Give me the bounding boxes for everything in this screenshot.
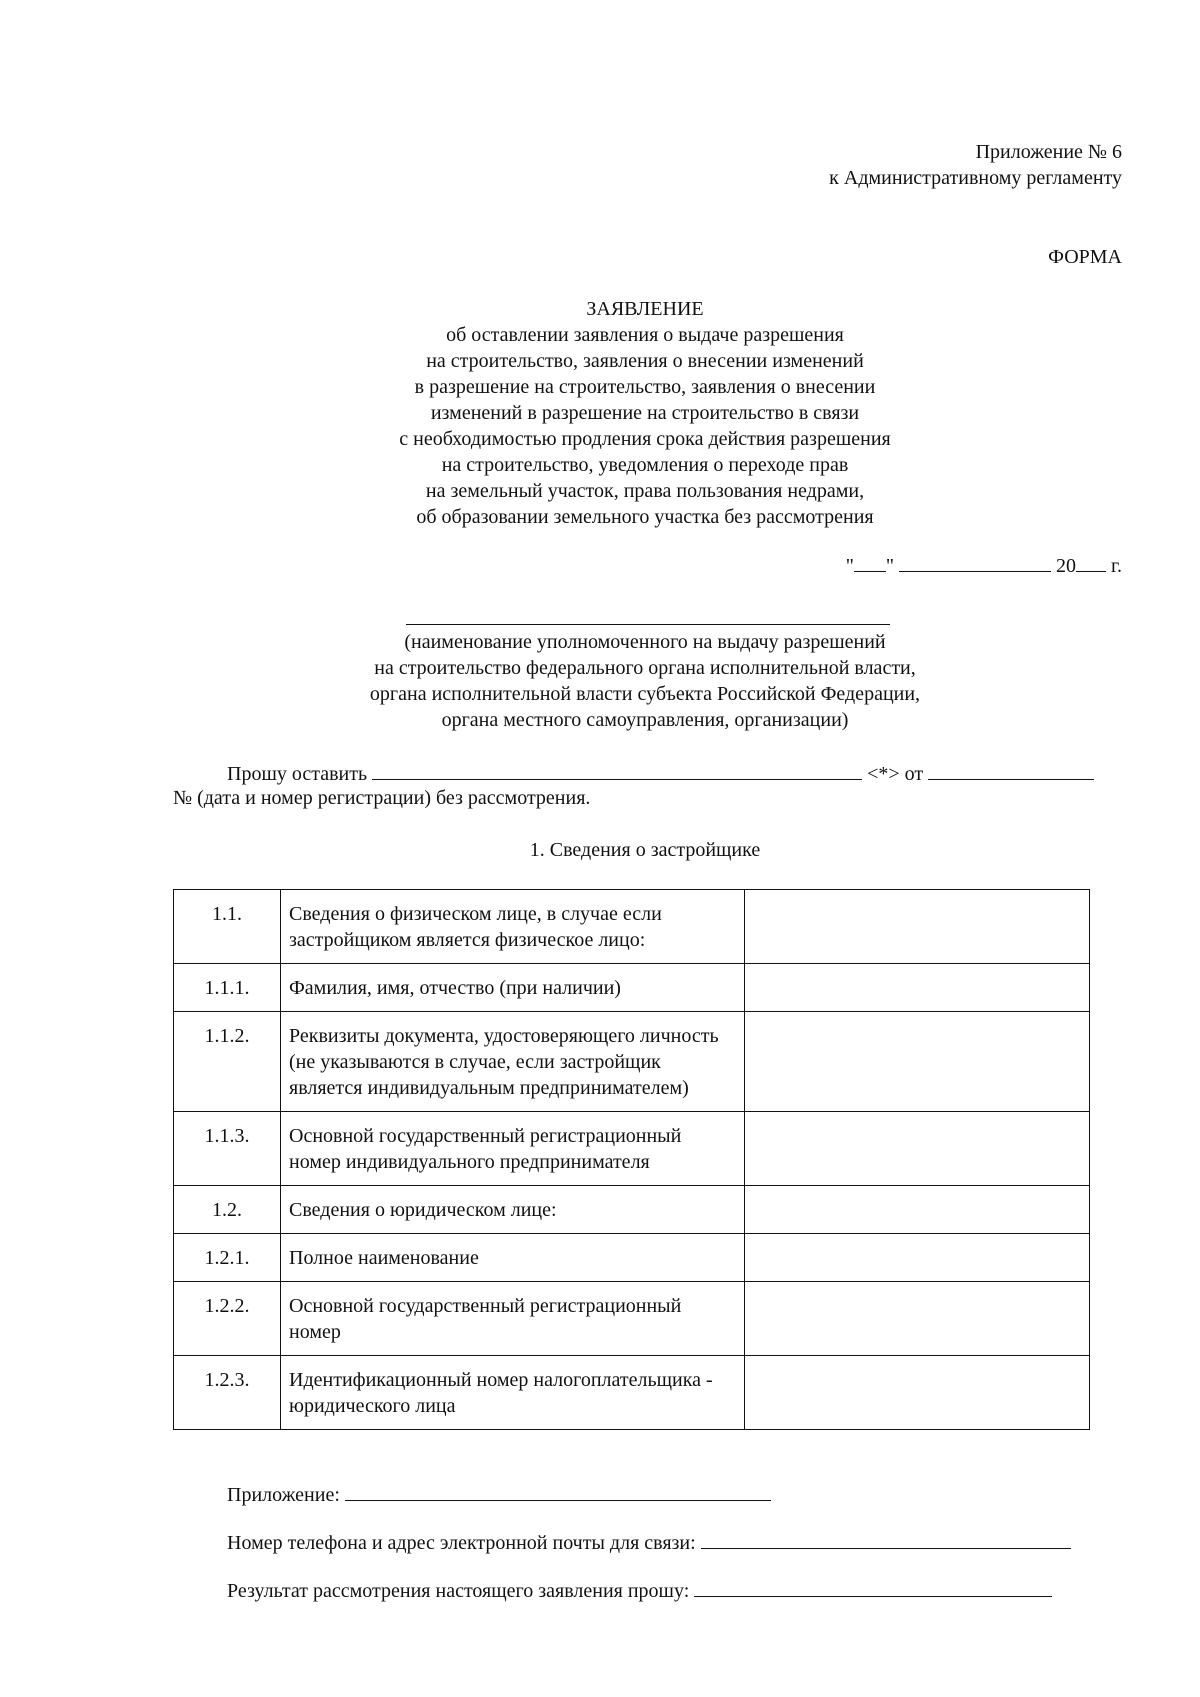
- row-label: Сведения о физическом лице, в случае если застройщиком является физическое лицо:: [281, 890, 745, 964]
- request-date-field[interactable]: [928, 759, 1094, 780]
- result-line: [227, 1576, 1052, 1604]
- row-label: Сведения о юридическом лице:: [281, 1186, 745, 1234]
- table-row: [174, 1186, 1090, 1234]
- title-line: с необходимостью продления срока действия разрешения: [399, 428, 891, 450]
- table-row: [174, 964, 1090, 1012]
- appendix-header: [829, 139, 1122, 191]
- form-label: ФОРМА: [1048, 246, 1122, 268]
- row-value-field[interactable]: [745, 1282, 1090, 1356]
- document-title: [150, 296, 1140, 530]
- result-label: Результат рассмотрения настоящего заявления прошу:: [227, 1580, 690, 1602]
- appendix-line-2: к Административному регламенту: [829, 167, 1122, 189]
- row-value-field[interactable]: [745, 1112, 1090, 1186]
- appendix-line-1: Приложение № 6: [975, 141, 1122, 163]
- title-line: об оставлении заявления о выдаче разрешения: [446, 324, 844, 346]
- row-number: 1.1.3.: [174, 1112, 281, 1186]
- title-line: на земельный участок, права пользования недрами,: [425, 480, 865, 502]
- table-row: [174, 890, 1090, 964]
- row-number: 1.2.3.: [174, 1356, 281, 1430]
- row-number: 1.1.2.: [174, 1012, 281, 1112]
- title-line: изменений в разрешение на строительство в связи: [430, 402, 860, 424]
- row-value-field[interactable]: [745, 1186, 1090, 1234]
- contact-field[interactable]: [701, 1528, 1071, 1549]
- row-value-field[interactable]: [745, 1012, 1090, 1112]
- attachment-field[interactable]: [345, 1480, 771, 1501]
- authority-name-field[interactable]: [406, 600, 890, 625]
- request-second-line: № (дата и номер регистрации) без рассмотрения.: [173, 787, 591, 809]
- row-label: Основной государственный регистрационный номер: [281, 1282, 745, 1356]
- date-line: [846, 551, 1122, 579]
- title-line: об образовании земельного участка без рассмотрения: [416, 506, 874, 528]
- date-month-field[interactable]: [899, 551, 1051, 572]
- request-footnote: <*> от: [867, 763, 924, 785]
- authority-caption-line: органа исполнительной власти субъекта Российской Федерации,: [369, 683, 921, 705]
- row-number: 1.2.2.: [174, 1282, 281, 1356]
- date-open-quote: ": [845, 555, 854, 577]
- row-value-field[interactable]: [745, 890, 1090, 964]
- contact-line: [227, 1528, 1071, 1556]
- request-line: [227, 759, 1094, 787]
- title-line: на строительство, заявления о внесении изменений: [426, 350, 864, 372]
- row-label: Полное наименование: [281, 1234, 745, 1282]
- row-number: 1.1.: [174, 890, 281, 964]
- row-label: Реквизиты документа, удостоверяющего личность (не указываются в случае, если застройщик является индивидуальным предпринимателем): [281, 1012, 745, 1112]
- section-title: 1. Сведения о застройщике: [529, 839, 761, 861]
- row-value-field[interactable]: [745, 1234, 1090, 1282]
- result-field[interactable]: [694, 1576, 1052, 1597]
- authority-caption: [150, 629, 1140, 733]
- date-year-prefix: 20: [1056, 555, 1077, 577]
- authority-caption-line: на строительство федерального органа исполнительной власти,: [374, 657, 916, 679]
- row-label: Основной государственный регистрационный номер индивидуального предпринимателя: [281, 1112, 745, 1186]
- authority-caption-line: органа местного самоуправления, организации): [441, 709, 849, 731]
- table-row: [174, 1012, 1090, 1112]
- row-label: Фамилия, имя, отчество (при наличии): [281, 964, 745, 1012]
- row-value-field[interactable]: [745, 964, 1090, 1012]
- attachment-label: Приложение:: [227, 1484, 340, 1506]
- date-day-field[interactable]: [854, 551, 886, 572]
- request-prefix: Прошу оставить: [227, 763, 368, 785]
- title-heading: ЗАЯВЛЕНИЕ: [586, 298, 704, 320]
- row-number: 1.2.1.: [174, 1234, 281, 1282]
- request-document-field[interactable]: [372, 759, 862, 780]
- table-row: [174, 1282, 1090, 1356]
- developer-info-table: [173, 889, 1090, 1430]
- title-line: в разрешение на строительство, заявления о внесении: [414, 376, 876, 398]
- table-row: [174, 1112, 1090, 1186]
- attachment-line: [227, 1480, 771, 1508]
- authority-caption-line: (наименование уполномоченного на выдачу разрешений: [404, 631, 886, 653]
- date-year-suffix: г.: [1111, 555, 1122, 577]
- row-label: Идентификационный номер налогоплательщика - юридического лица: [281, 1356, 745, 1430]
- contact-label: Номер телефона и адрес электронной почты для связи:: [227, 1532, 696, 1554]
- date-close-quote: ": [885, 555, 895, 577]
- title-line: на строительство, уведомления о переходе прав: [441, 454, 849, 476]
- table-row: [174, 1356, 1090, 1430]
- table-row: [174, 1234, 1090, 1282]
- date-year-field[interactable]: [1076, 551, 1106, 572]
- row-number: 1.2.: [174, 1186, 281, 1234]
- row-value-field[interactable]: [745, 1356, 1090, 1430]
- row-number: 1.1.1.: [174, 964, 281, 1012]
